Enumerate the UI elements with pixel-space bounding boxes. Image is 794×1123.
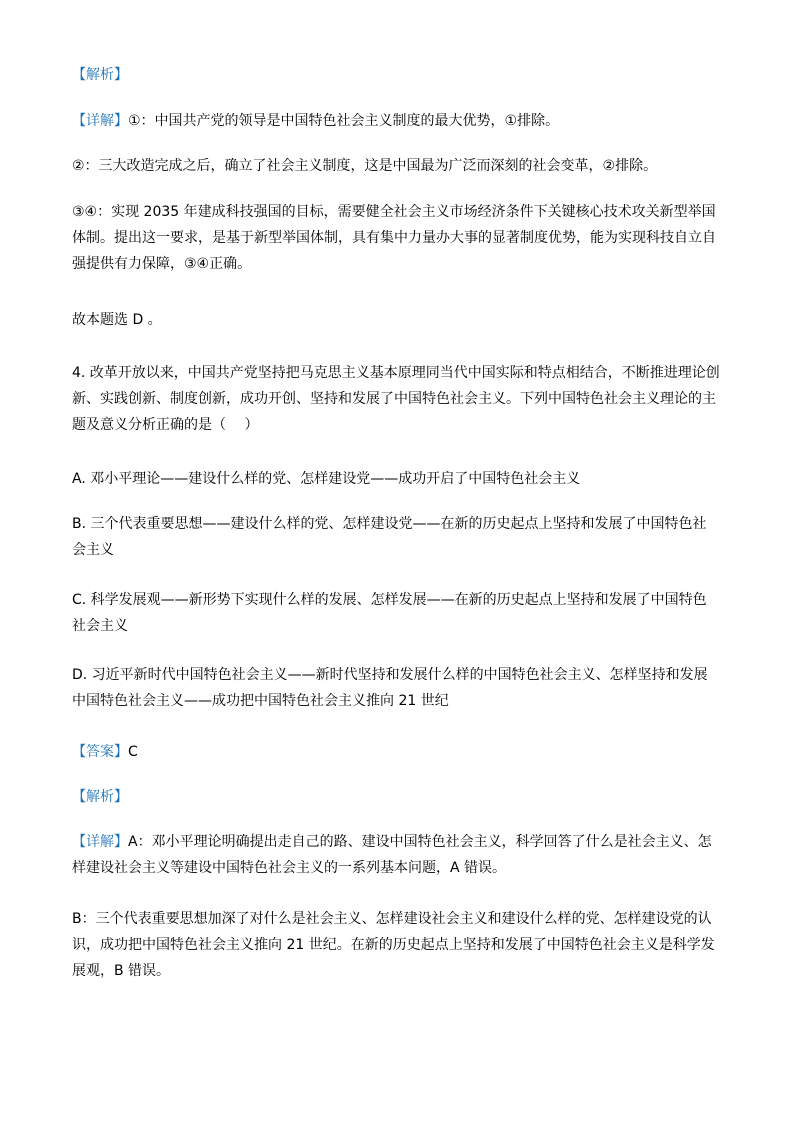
- text-line: 展观，B 错误。: [72, 963, 171, 979]
- detail-paragraph-a: [72, 829, 722, 881]
- answer-line: [72, 739, 722, 765]
- text-line: 会主义: [72, 542, 114, 558]
- option-c: [72, 587, 722, 639]
- section-label: 【答案】: [72, 744, 128, 760]
- option-b: [72, 511, 722, 563]
- detail-paragraph-1: [72, 108, 722, 134]
- text-line: B. 三个代表重要思想——建设什么样的党、怎样建设党——在新的历史起点上坚持和发展了中国特色社: [72, 516, 707, 532]
- text-line: ③④：实现 2035 年建成科技强国的目标，需要健全社会主义市场经济条件下关键核心技术攻关新型举国: [72, 204, 716, 220]
- text-line: 样建设社会主义等建设中国特色社会主义的一系列基本问题，A 错误。: [72, 860, 507, 876]
- text-line: 强提供有力保障，③④正确。: [72, 256, 252, 272]
- text-line: 识，成功把中国特色社会主义推向 21 世纪。在新的历史起点上坚持和发展了中国特色社会主义是科学发: [72, 937, 715, 953]
- analysis-heading: [72, 62, 722, 88]
- answer-value: C: [128, 744, 138, 760]
- text-line: 体制。提出这一要求，是基于新型举国体制，具有集中力量办大事的显著制度优势，能为实现科技自立自: [72, 230, 716, 246]
- detail-paragraph-b: [72, 906, 722, 984]
- text-line: 故本题选 D 。: [72, 312, 162, 328]
- option-a: [72, 466, 722, 492]
- detail-paragraph-2: [72, 153, 722, 179]
- text-line: B：三个代表重要思想加深了对什么是社会主义、怎样建设社会主义和建设什么样的党、怎样建设党的认: [72, 911, 712, 927]
- analysis-heading-2: [72, 784, 722, 810]
- section-label: 【详解】: [72, 113, 128, 129]
- text-line: 题及意义分析正确的是（ ）: [72, 417, 259, 433]
- text-line: 中国特色社会主义——成功把中国特色社会主义推向 21 世纪: [72, 693, 449, 709]
- question-4-stem: [72, 360, 722, 438]
- text-line: 社会主义: [72, 618, 128, 634]
- section-label: 【详解】: [72, 834, 128, 850]
- detail-paragraph-3: [72, 199, 722, 277]
- section-label: 【解析】: [72, 67, 128, 83]
- text-line: 新、实践创新、制度创新，成功开创、坚持和发展了中国特色社会主义。下列中国特色社会主义理论的主: [72, 391, 716, 407]
- text-line: ①：中国共产党的领导是中国特色社会主义制度的最大优势，①排除。: [128, 113, 560, 129]
- text-line: 4. 改革开放以来，中国共产党坚持把马克思主义基本原理同当代中国实际和特点相结合，不断推进理论创: [72, 365, 720, 381]
- text-line: C. 科学发展观——新形势下实现什么样的发展、怎样发展——在新的历史起点上坚持和发展了中国特色: [72, 592, 707, 608]
- conclusion-paragraph: [72, 307, 722, 333]
- text-line: ②：三大改造完成之后，确立了社会主义制度，这是中国最为广泛而深刻的社会变革，②排除。: [72, 158, 658, 174]
- text-line: A. 邓小平理论——建设什么样的党、怎样建设党——成功开启了中国特色社会主义: [72, 471, 581, 487]
- option-d: [72, 662, 722, 714]
- section-label: 【解析】: [72, 789, 128, 805]
- text-line: A：邓小平理论明确提出走自己的路、建设中国特色社会主义，科学回答了什么是社会主义、怎: [128, 834, 712, 850]
- text-line: D. 习近平新时代中国特色社会主义——新时代坚持和发展什么样的中国特色社会主义、怎样坚持和发展: [72, 667, 708, 683]
